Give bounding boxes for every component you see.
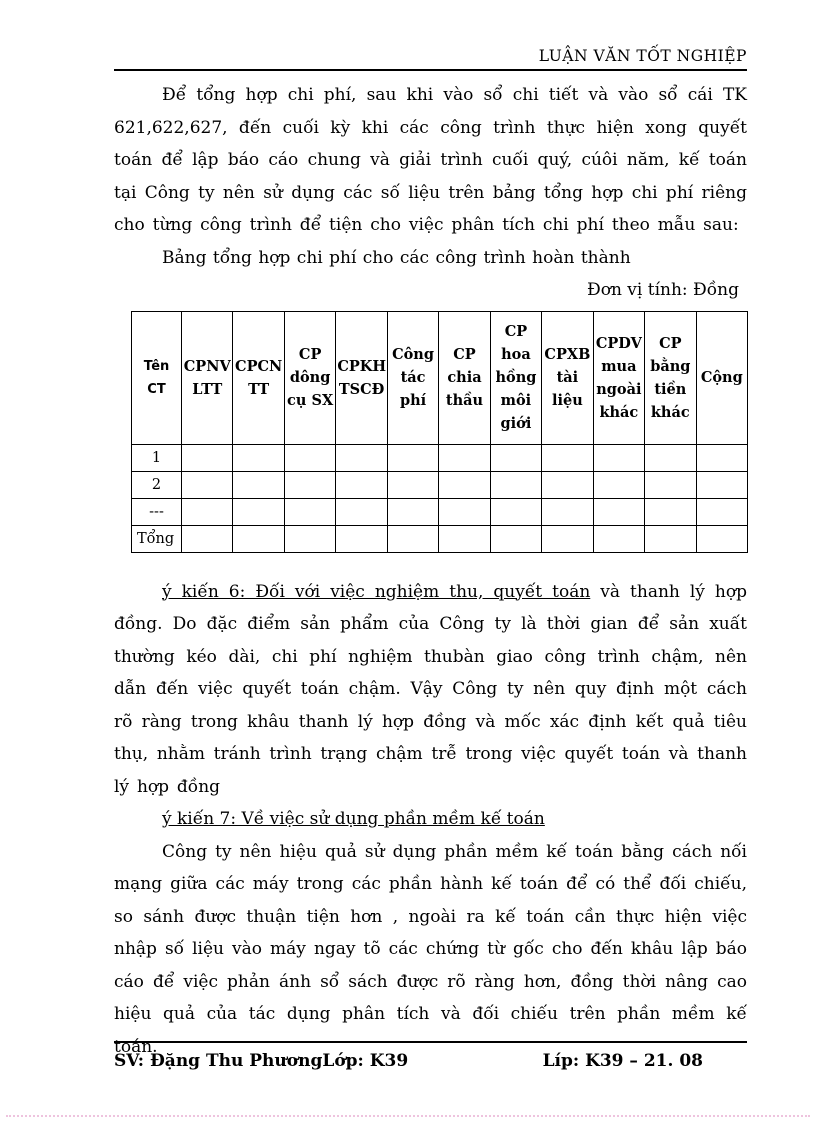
column-header-cp-dong-cu-sx: CP dông cụ SX — [284, 311, 335, 444]
empty-cell — [387, 471, 438, 498]
empty-cell — [182, 525, 233, 552]
table-row — [132, 471, 748, 498]
empty-cell — [696, 444, 747, 471]
opinion-7-heading-line — [114, 803, 747, 836]
cost-summary-table — [131, 311, 748, 553]
table-row — [132, 498, 748, 525]
empty-cell — [336, 525, 387, 552]
column-header-cp-bang-tien-khac: CP bằng tiền khác — [645, 311, 696, 444]
empty-cell — [284, 471, 335, 498]
empty-cell — [439, 498, 490, 525]
empty-cell — [542, 525, 593, 552]
empty-cell — [696, 498, 747, 525]
empty-cell — [490, 471, 541, 498]
empty-cell — [645, 444, 696, 471]
table-row — [132, 444, 748, 471]
empty-cell — [336, 444, 387, 471]
empty-cell — [284, 498, 335, 525]
empty-cell — [645, 498, 696, 525]
column-header-cpxb-tai-lieu: CPXB tài liệu — [542, 311, 593, 444]
column-header-cong: Cộng — [696, 311, 747, 444]
column-header-cpdv-mua-ngoai-khac: CPDV mua ngoài khác — [593, 311, 644, 444]
empty-cell — [439, 525, 490, 552]
empty-cell — [182, 471, 233, 498]
empty-cell — [439, 444, 490, 471]
intro-paragraph: Để tổng hợp chi phí, sau khi vào sổ chi tiết và vào sổ cái TK 621,622,627, đến cuối kỳ khi các công trình thực hiện xong quyết toán để lập báo cáo chung và giải trình cuối quý, cúôi năm, kế toán tại Công ty nên sử dụng các số liệu trên bảng tổng hợp chi phí riêng cho từng công trình để tiện cho việc phân tích chi phí theo mẫu sau: — [114, 85, 747, 235]
empty-cell — [182, 498, 233, 525]
column-header-ten-ct: Tên CT — [132, 311, 182, 444]
empty-cell — [593, 471, 644, 498]
empty-cell — [645, 525, 696, 552]
column-header-cpkh-tscd: CPKH TSCĐ — [336, 311, 387, 444]
empty-cell — [490, 444, 541, 471]
empty-cell — [233, 498, 284, 525]
opinion-7-paragraph: Công ty nên hiệu quả sử dụng phần mềm kế toán bằng cách nối mạng giữa các máy trong các phần hành kế toán để có thể đối chiếu, so sánh được thuận tiện hơn , ngoài ra kế toán cần thực hiện việc nhập số liệu vào máy ngay tõ các chứng từ gốc cho đến khâu lập báo cáo để việc phản ánh sổ sách được rõ ràng hơn, đồng thời nâng cao hiệu quả của tác dụng phân tích và đối chiếu trên phần mềm kế toán. — [114, 841, 747, 1057]
empty-cell — [233, 444, 284, 471]
opinion-7-heading: ý kiến 7: Về việc sử dụng phần mềm kế toán — [162, 809, 545, 829]
empty-cell — [284, 444, 335, 471]
empty-cell — [542, 444, 593, 471]
empty-cell — [645, 471, 696, 498]
page-title: LUẬN VĂN TỐT NGHIỆP — [538, 47, 747, 65]
empty-cell — [696, 525, 747, 552]
column-header-cp-hoa-hong-moi-gioi: CP hoa hồng môi giới — [490, 311, 541, 444]
empty-cell — [336, 498, 387, 525]
empty-cell — [593, 525, 644, 552]
empty-cell — [439, 471, 490, 498]
table-caption: Bảng tổng hợp chi phí cho các công trình hoàn thành — [162, 247, 631, 268]
column-header-cong-tac-phi: Công tác phí — [387, 311, 438, 444]
empty-cell — [387, 525, 438, 552]
column-header-cpnv-ltt: CPNV LTT — [182, 311, 233, 444]
empty-cell — [182, 444, 233, 471]
column-header-cpcn-tt: CPCN TT — [233, 311, 284, 444]
row-label: --- — [132, 498, 182, 525]
opinion-6-heading: ý kiến 6: Đối với việc nghiệm thu, quyết toán — [162, 581, 591, 602]
empty-cell — [233, 525, 284, 552]
empty-cell — [696, 471, 747, 498]
table-row-total — [132, 525, 748, 552]
empty-cell — [336, 471, 387, 498]
empty-cell — [593, 498, 644, 525]
column-header-cp-chia-thau: CP chia thầu — [439, 311, 490, 444]
empty-cell — [387, 498, 438, 525]
row-label: 1 — [132, 444, 182, 471]
unit-label: Đơn vị tính: Đồng — [586, 279, 739, 300]
empty-cell — [593, 444, 644, 471]
opinion-6-paragraph — [114, 576, 747, 804]
empty-cell — [387, 444, 438, 471]
row-label-total: Tổng — [132, 525, 182, 552]
empty-cell — [490, 525, 541, 552]
empty-cell — [490, 498, 541, 525]
table-header-row — [132, 311, 748, 444]
footer-student-label: SV: Đặng Thu PhươngLớp: K39 — [114, 1051, 409, 1071]
empty-cell — [284, 525, 335, 552]
empty-cell — [542, 471, 593, 498]
page-footer — [114, 1041, 747, 1072]
row-label: 2 — [132, 471, 182, 498]
opinion-6-body: và thanh lý hợp đồng. Do đặc điểm sản phẩm của Công ty là thời gian để sản xuất thường kéo dài, chi phí nghiệm thubàn giao công trình chậm, nên dẫn đến việc quyết toán chậm. Vậy Công ty nên quy định một cách rõ ràng trong khâu thanh lý hợp đồng và mốc xác định kết quả tiêu thụ, nhằm tránh trình trạng chậm trễ trong việc quyết toán và thanh lý hợp đồng — [114, 581, 747, 797]
page-bottom-dotted-line — [6, 1115, 810, 1117]
page-content — [114, 0, 747, 1063]
running-head — [114, 47, 747, 71]
footer-class-label: Líp: K39 – 21. 08 — [542, 1051, 703, 1071]
empty-cell — [233, 471, 284, 498]
empty-cell — [542, 498, 593, 525]
